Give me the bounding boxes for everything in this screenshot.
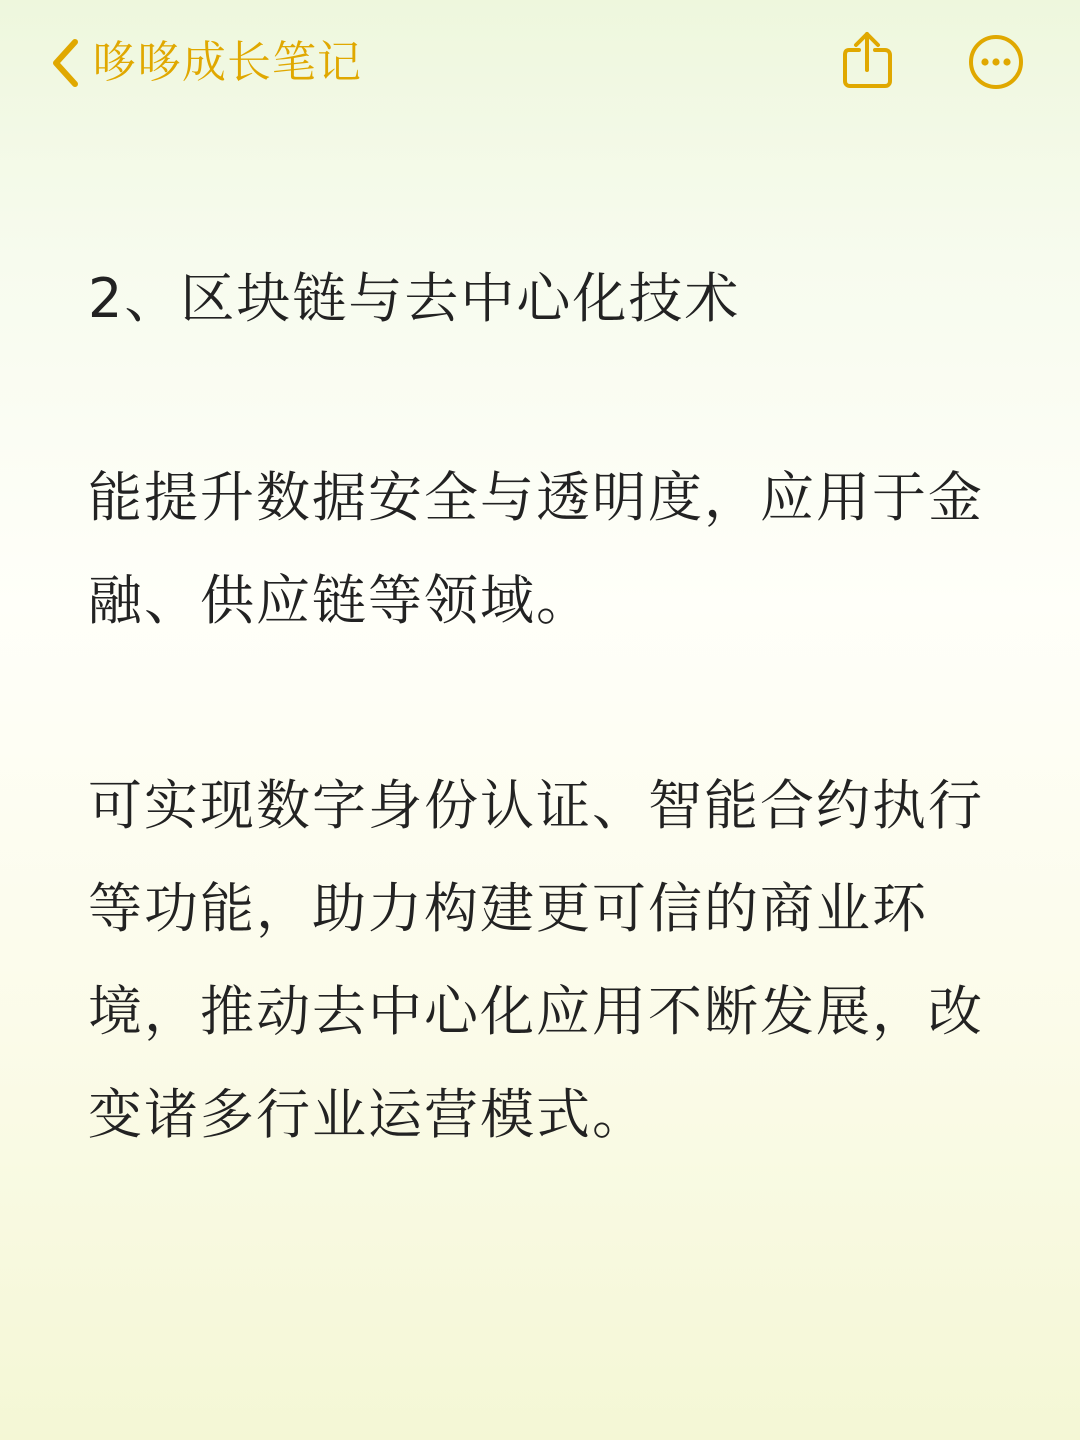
navigation-bar [0,0,1080,130]
share-icon[interactable] [836,28,898,90]
back-button[interactable] [44,28,362,98]
note-heading: 2、区块链与去中心化技术 [88,267,741,330]
note-content [88,258,1028,1146]
note-paragraph-1: 能提升数据安全与透明度，应用于金融、供应链等领域。 [88,466,984,632]
more-options-icon[interactable] [966,32,1026,92]
back-label: 哆哆成长笔记 [92,37,362,88]
chevron-left-icon [44,32,86,94]
note-paragraph-2: 可实现数字身份认证、智能合约执行等功能，助力构建更可信的商业环境，推动去中心化应用不断发展，改变诸多行业运营模式。 [88,774,984,1146]
